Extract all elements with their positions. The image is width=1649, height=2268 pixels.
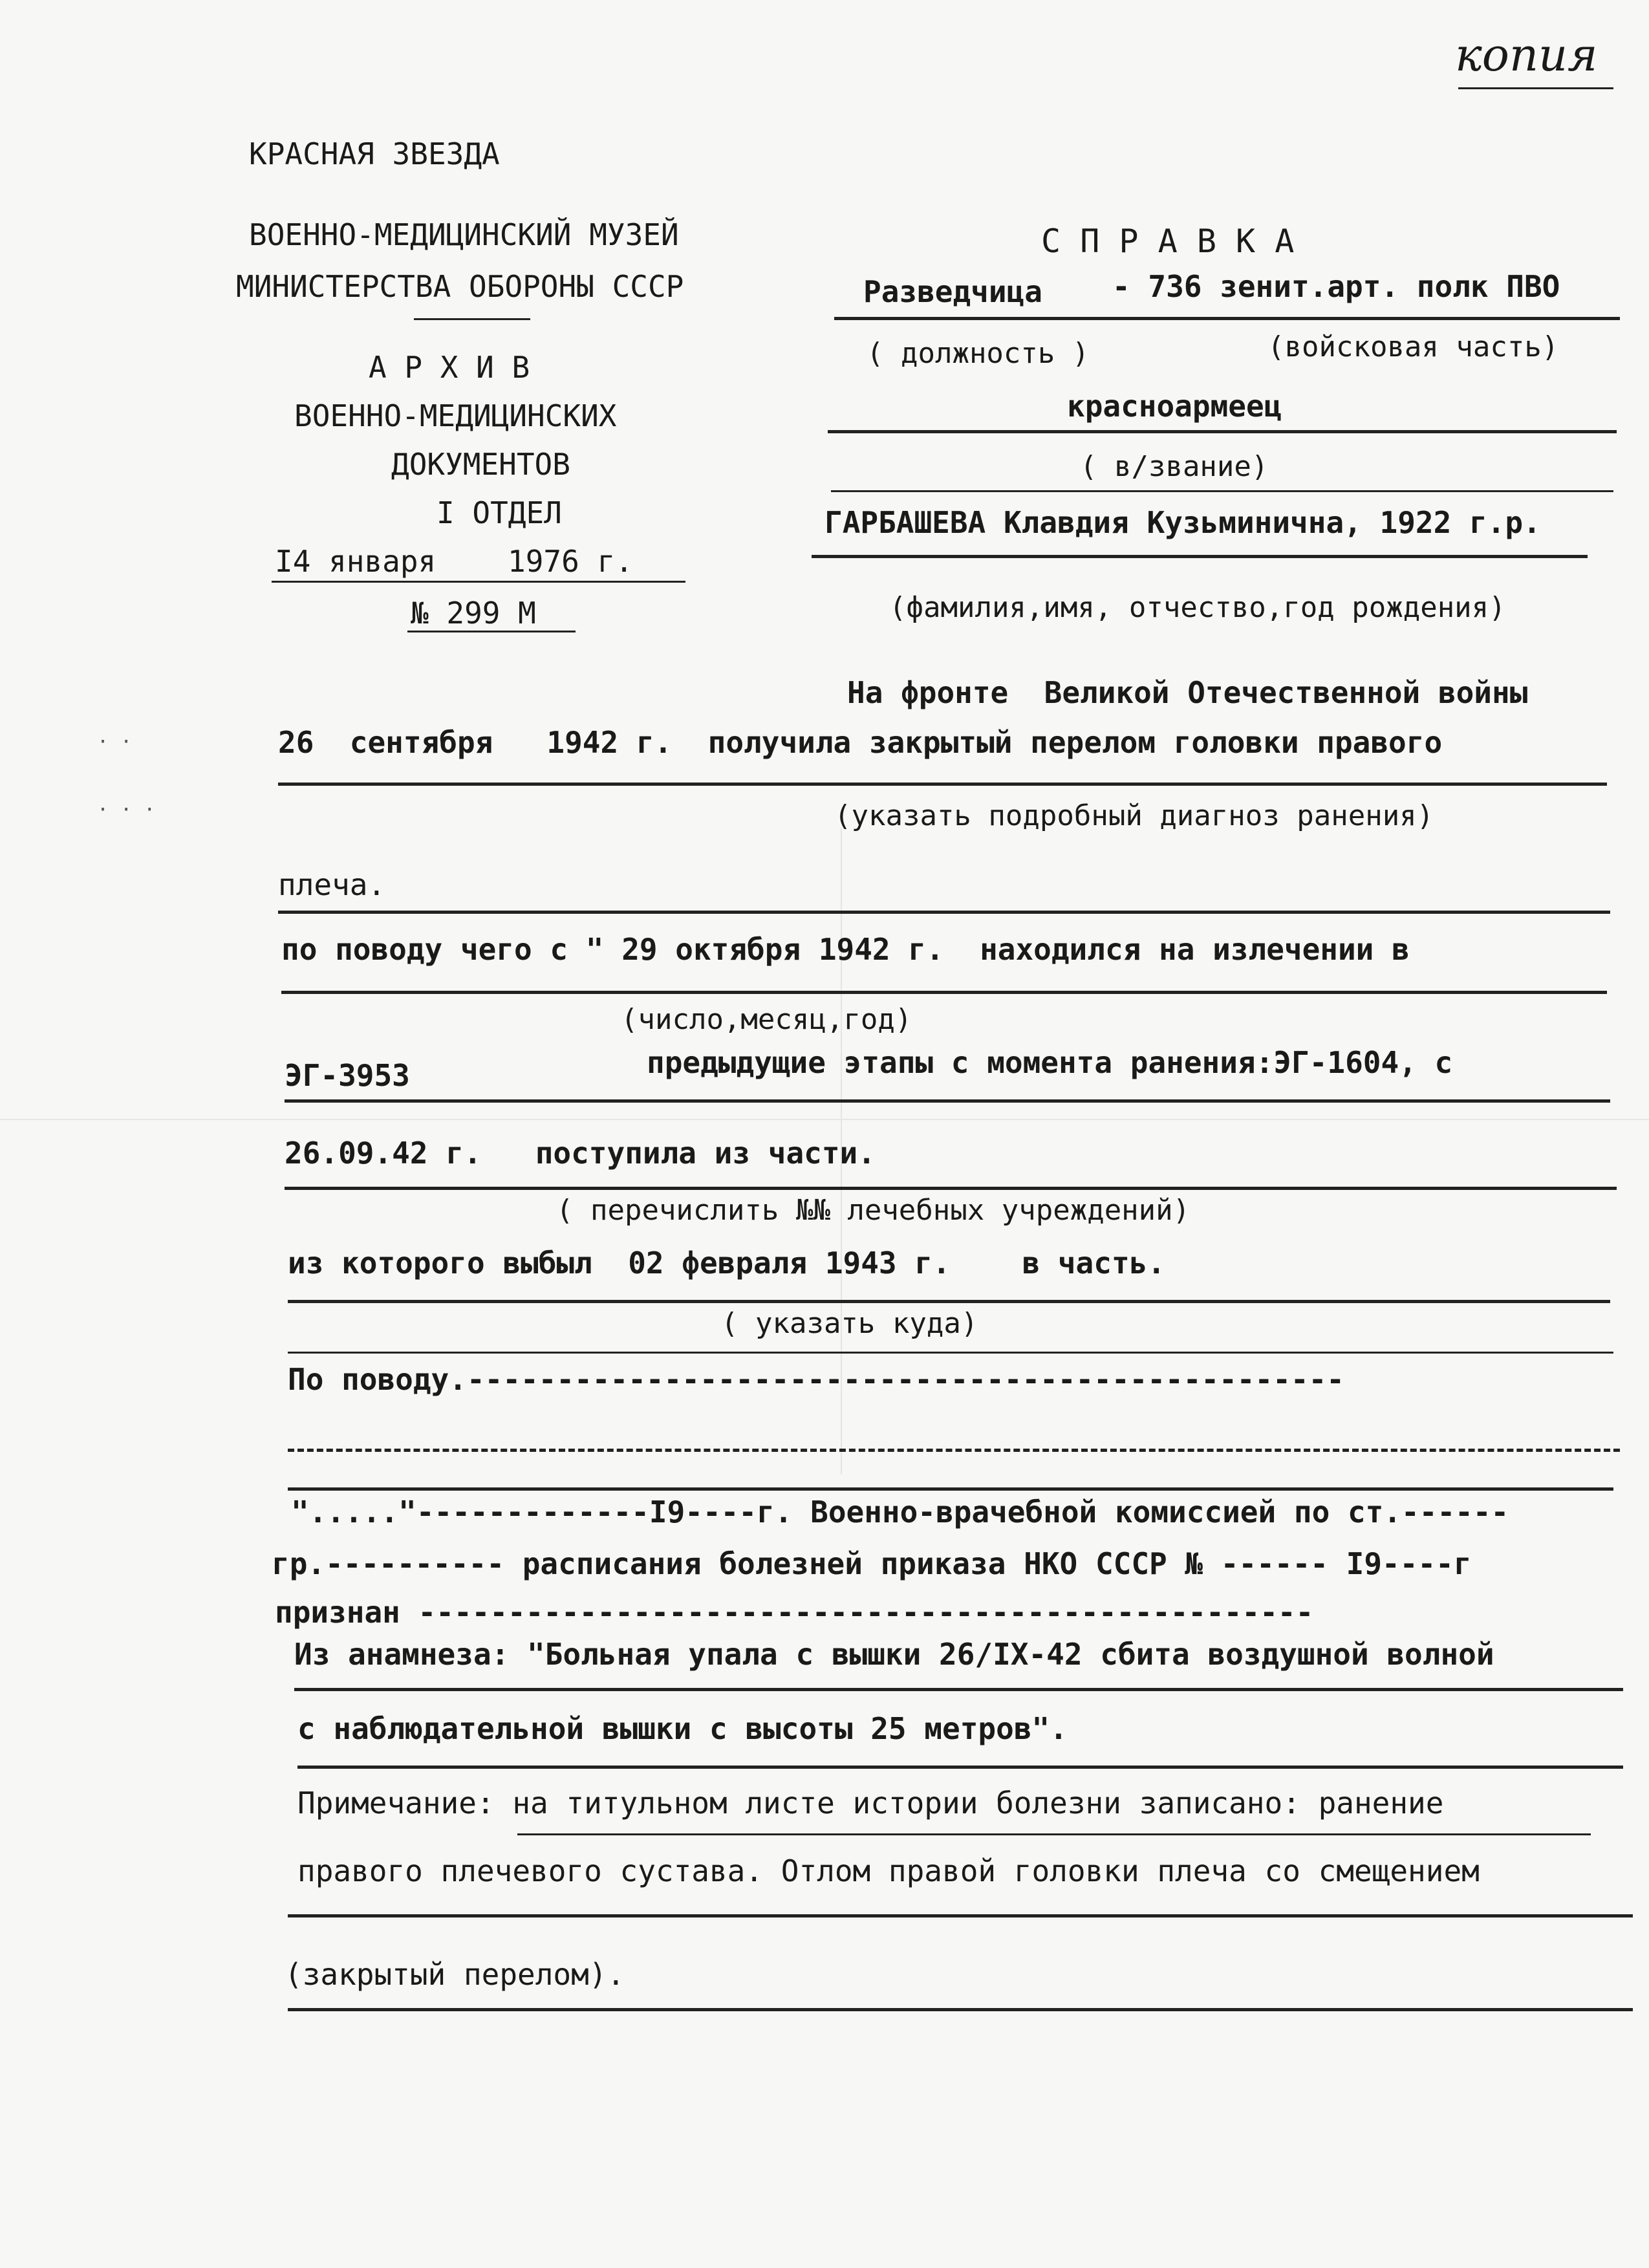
person-caption: (фамилия,имя, отчество,год рождения)	[889, 591, 1506, 624]
unit-value: - 736 зенит.арт. полк ПВО	[1112, 269, 1560, 304]
anamnesis-underline1	[294, 1688, 1623, 1691]
reason-line: По поводу.-------------------------------------------------	[288, 1362, 1344, 1397]
header-separator	[414, 318, 530, 320]
rank-value: красноармеец	[1067, 389, 1282, 424]
note-line1: Примечание: на титульном листе истории болезни записано: ранение	[297, 1786, 1444, 1820]
position-underline	[834, 317, 1620, 320]
admission-caption: ( перечислить №№ лечебных учреждений)	[556, 1194, 1191, 1227]
admission-line: 26.09.42 г. поступила из части.	[285, 1136, 876, 1171]
admission-underline	[285, 1187, 1617, 1190]
note-line3: (закрытый перелом).	[285, 1957, 625, 1992]
reason-underline	[288, 1487, 1613, 1491]
archive-department: I ОТДЕЛ	[436, 495, 562, 530]
injury-line: 26 сентября 1942 г. получила закрытый перелом головки правого	[278, 725, 1443, 760]
hospital-code: ЭГ-3953	[285, 1058, 410, 1093]
position-value: Разведчица	[863, 274, 1042, 309]
person-underline	[812, 555, 1588, 558]
injury-continuation: плеча.	[278, 867, 386, 902]
paper-fold-horizontal	[0, 1119, 1649, 1120]
handwritten-underline	[1458, 87, 1613, 89]
number-underline	[407, 631, 576, 632]
position-caption: ( должность )	[867, 337, 1090, 370]
discharge-line: из которого выбыл 02 февраля 1943 г. в часть.	[288, 1246, 1166, 1280]
unit-caption: (войсковая часть)	[1267, 330, 1559, 363]
injury-cont-underline	[278, 911, 1610, 914]
rank-caption: ( в/звание)	[1080, 450, 1269, 483]
discharge-underline	[288, 1300, 1610, 1303]
commission-line: "....."-------------I9----г. Военно-врачебной комиссией по ст.------	[291, 1495, 1509, 1529]
front-intro: На фронте Великой Отечественной войны	[847, 675, 1528, 710]
note-underline3	[288, 2008, 1633, 2011]
injury-underline	[278, 783, 1607, 786]
note-underline2	[288, 1914, 1633, 1917]
anamnesis-line1: Из анамнеза: "Больная упала с вышки 26/IX-42 сбита воздушной волной	[294, 1637, 1494, 1672]
previous-stages: предыдущие этапы с момента ранения:ЭГ-1604, с	[647, 1045, 1453, 1080]
treatment-line: по поводу чего с " 29 октября 1942 г. находился на излечении в	[281, 932, 1410, 967]
note-line2: правого плечевого сустава. Отлом правой головки плеча со смещением	[297, 1853, 1480, 1888]
date-underline	[272, 581, 685, 583]
newspaper-name: КРАСНАЯ ЗВЕЗДА	[249, 136, 500, 171]
paper-specks: · · · · ·	[97, 731, 156, 821]
discharge-caption: ( указать куда)	[721, 1307, 978, 1340]
archive-number: № 299 М	[411, 596, 536, 631]
rank-underline	[828, 430, 1617, 433]
handwritten-note: копия	[1455, 28, 1598, 81]
treatment-underline	[281, 991, 1607, 994]
treatment-caption: (число,месяц,год)	[621, 1003, 912, 1036]
anamnesis-underline2	[297, 1766, 1623, 1769]
reason-extra-line	[288, 1449, 1620, 1452]
document-title: С П Р А В К А	[1041, 222, 1295, 260]
discharge-caption-rule	[288, 1352, 1613, 1354]
hospital-underline	[285, 1099, 1610, 1103]
person-name-value: ГАРБАШЕВА Клавдия Кузьминична, 1922 г.р.	[824, 505, 1541, 540]
recognized-line: признан --------------------------------------------------	[275, 1595, 1314, 1630]
archive-line3: ДОКУМЕНТОВ	[391, 447, 570, 482]
injury-caption: (указать подробный диагноз ранения)	[834, 799, 1434, 832]
archive-title: А Р Х И В	[369, 350, 530, 385]
rank-caption-rule	[831, 490, 1613, 492]
archive-date: I4 января 1976 г.	[275, 544, 633, 579]
museum-name-line2: МИНИСТЕРСТВА ОБОРОНЫ СССР	[236, 269, 684, 304]
museum-name-line1: ВОЕННО-МЕДИЦИНСКИЙ МУЗЕЙ	[249, 217, 679, 252]
anamnesis-line2: с наблюдательной вышки с высоты 25 метров".	[297, 1711, 1068, 1746]
schedule-line: гр.---------- расписания болезней приказа НКО СССР № ------ I9----г	[272, 1546, 1472, 1581]
archive-line2: ВОЕННО-МЕДИЦИНСКИХ	[294, 398, 617, 433]
note-underline1	[517, 1833, 1591, 1835]
